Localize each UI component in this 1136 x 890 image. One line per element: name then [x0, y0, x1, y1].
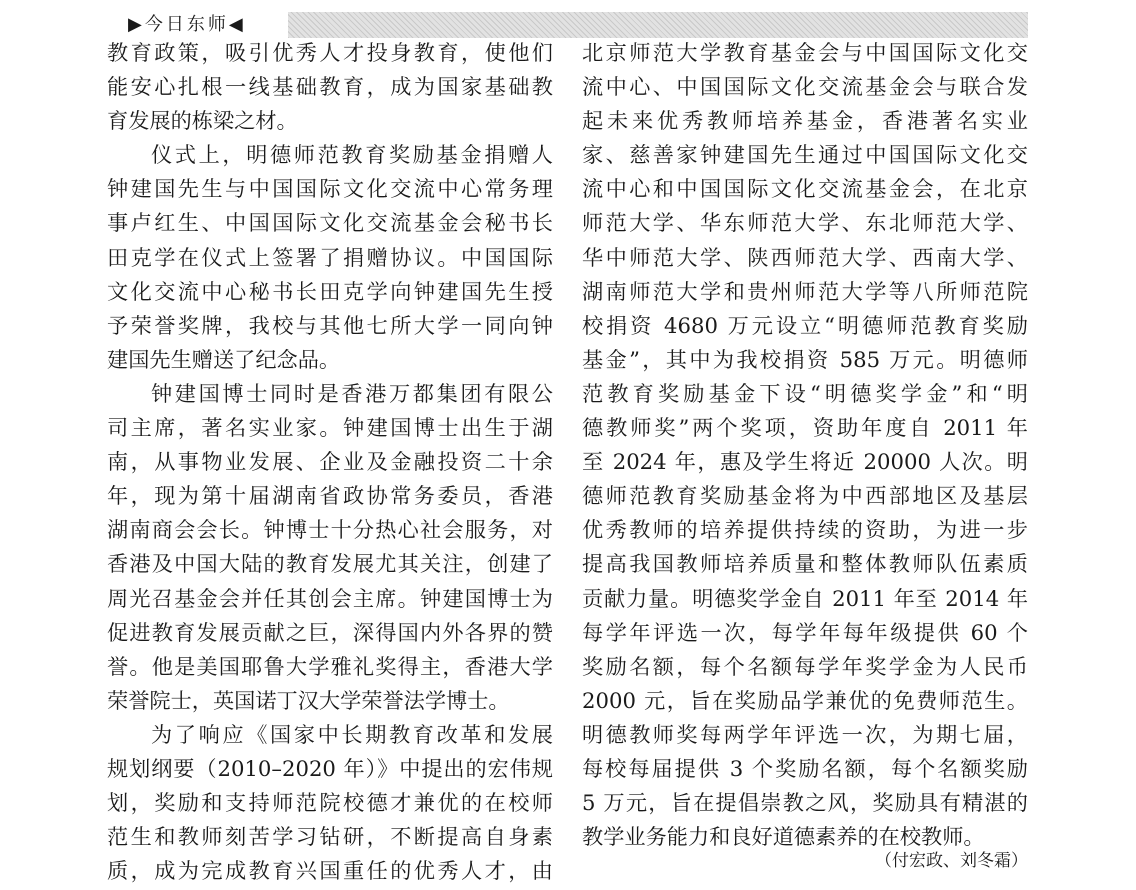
text-line: 范教育奖励基金下设“明德奖学金”和“明 [582, 380, 1028, 406]
text-line: 香港及中国大陆的教育发展尤其关注，创建了 [107, 551, 553, 577]
text-line: 华中师范大学、陕西师范大学、西南大学、 [582, 244, 1028, 270]
text-line: 北京师范大学教育基金会与中国国际文化交 [582, 40, 1028, 65]
text-line: 南，从事物业发展、企业及金融投资二十余 [107, 449, 553, 475]
text-line: 教育政策，吸引优秀人才投身教育，使他们 [107, 40, 553, 65]
text-line: 校捐资 4680 万元设立“明德师范教育奖励 [582, 312, 1028, 338]
text-line: 教学业务能力和良好道德素养的在校教师。 [582, 824, 985, 850]
text-line: 湖南商会会长。钟博士十分热心社会服务，对 [107, 517, 553, 543]
text-line: 至 2024 年，惠及学生将近 20000 人次。明 [582, 449, 1028, 475]
text-line: 誉。他是美国耶鲁大学雅礼奖得主，香港大学 [107, 653, 553, 679]
text-line: 奖励名额，每个名额每学年奖学金为人民币 [582, 653, 1028, 679]
text-line: 建国先生赠送了纪念品。 [107, 346, 341, 372]
article-column-right [582, 36, 1028, 854]
text-line: 德师范教育奖励基金将为中西部地区及基层 [582, 483, 1028, 509]
text-line: 每学年评选一次，每学年每年级提供 60 个 [582, 619, 1028, 645]
text-line: 荣誉院士，英国诺丁汉大学荣誉法学博士。 [107, 687, 510, 713]
text-line: 5 万元，旨在提倡崇教之风，奖励具有精湛的 [582, 790, 1028, 816]
text-line: 明德教师奖每两学年评选一次，为期七届， [582, 721, 1028, 747]
author-byline: （付宏政、刘冬霜） [875, 851, 1028, 871]
text-line: 予荣誉奖牌，我校与其他七所大学一同向钟 [107, 312, 553, 338]
section-title: ▶今日东师◀ [128, 14, 246, 35]
text-line: 规划纲要（2010–2020 年）》中提出的宏伟规 [107, 755, 553, 781]
text-line: 周光召基金会并任其创会主席。钟建国博士为 [107, 585, 553, 611]
text-line: 年，现为第十届湖南省政协常务委员，香港 [107, 483, 553, 509]
text-line: 钟建国先生与中国国际文化交流中心常务理 [107, 176, 553, 202]
text-line: 德教师奖”两个奖项，资助年度自 2011 年 [582, 415, 1028, 441]
text-line: 湖南师范大学和贵州师范大学等八所师范院 [582, 278, 1028, 304]
text-line: 育发展的栋梁之材。 [107, 108, 298, 134]
text-line: 事卢红生、中国国际文化交流基金会秘书长 [107, 210, 553, 236]
text-line: 贡献力量。明德奖学金自 2011 年至 2014 年 [582, 585, 1028, 611]
text-line: 田克学在仪式上签署了捐赠协议。中国国际 [107, 244, 553, 270]
text-line: 划，奖励和支持师范院校德才兼优的在校师 [107, 790, 553, 816]
text-line: 质，成为完成教育兴国重任的优秀人才，由 [107, 858, 553, 884]
text-line: 起未来优秀教师培养基金，香港著名实业 [582, 108, 1028, 134]
text-line: 能安心扎根一线基础教育，成为国家基础教 [107, 74, 553, 100]
text-line: 文化交流中心秘书长田克学向钟建国先生授 [107, 278, 553, 304]
text-line: 范生和教师刻苦学习钻研，不断提高自身素 [107, 824, 553, 850]
text-line: 仪式上，明德师范教育奖励基金捐赠人 [151, 142, 553, 168]
text-line: 为了响应《国家中长期教育改革和发展 [151, 721, 553, 747]
text-line: 流中心和中国国际文化交流基金会，在北京 [582, 176, 1028, 202]
text-line: 提高我国教师培养质量和整体教师队伍素质 [582, 551, 1028, 577]
text-line: 促进教育发展贡献之巨，深得国内外各界的赞 [107, 619, 553, 645]
text-line: 家、慈善家钟建国先生通过中国国际文化交 [582, 142, 1028, 168]
text-line: 师范大学、华东师范大学、东北师范大学、 [582, 210, 1028, 236]
article-column-left [107, 36, 553, 888]
text-line: 基金”，其中为我校捐资 585 万元。明德师 [582, 346, 1028, 372]
text-line: 钟建国博士同时是香港万都集团有限公 [151, 380, 553, 406]
text-line: 优秀教师的培养提供持续的资助，为进一步 [582, 517, 1028, 543]
text-line: 2000 元，旨在奖励品学兼优的免费师范生。 [582, 687, 1028, 713]
text-line: 流中心、中国国际文化交流基金会与联合发 [582, 74, 1028, 100]
text-line: 司主席，著名实业家。钟建国博士出生于湖 [107, 415, 553, 441]
text-line: 每校每届提供 3 个奖励名额，每个名额奖励 [582, 755, 1028, 781]
header-decorative-band [288, 12, 1028, 38]
